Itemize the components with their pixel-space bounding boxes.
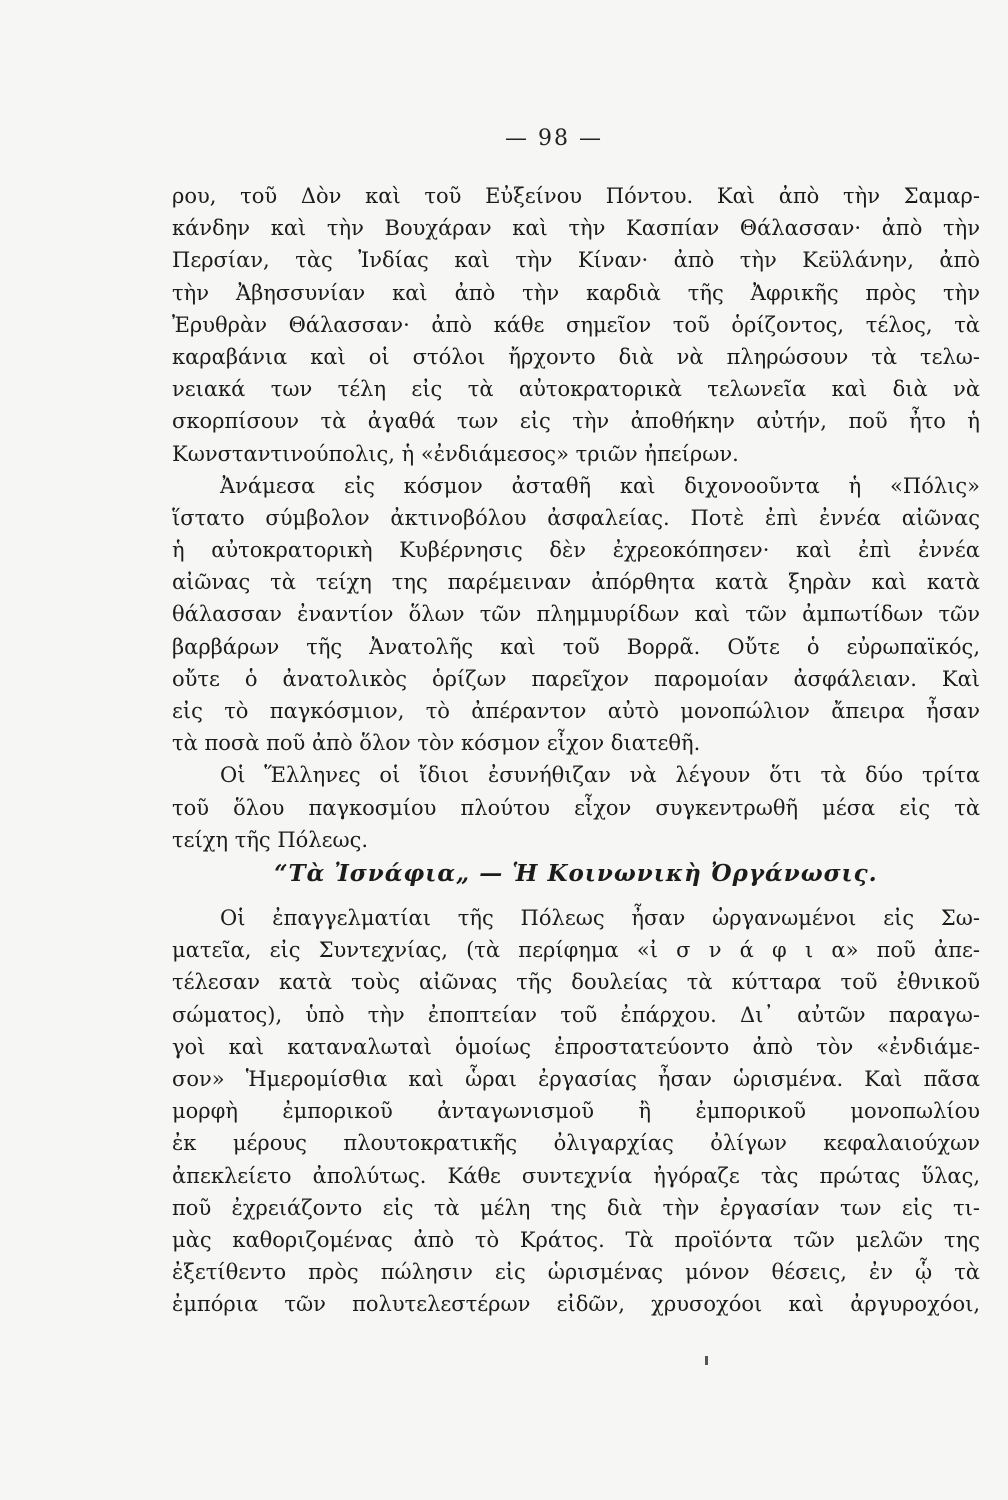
text-line: μορφὴ ἐμπορικοῦ ἀνταγωνισμοῦ ἢ ἐμπορικοῦ μονοπωλίου <box>172 1099 980 1124</box>
text-line: ἀπεκλείετο ἀπολύτως. Κάθε συντεχνία ἠγόραζε τὰς πρώτας ὕλας, <box>172 1163 980 1188</box>
text-line: Κωνσταντινούπολις, ἡ «ἐνδιάμεσος» τριῶν ἠπείρων. <box>172 441 739 466</box>
text-line: ματεῖα, εἰς Συντεχνίας, (τὰ περίφημα «ἰ σ ν ά φ ι α» ποῦ ἀπε- <box>172 938 980 963</box>
text-line: ἵστατο σύμβολον ἀκτινοβόλου ἀσφαλείας. Ποτὲ ἐπὶ ἐννέα αἰῶνας <box>172 505 980 530</box>
text-line: ἐξετίθεντο πρὸς πώλησιν εἰς ὡρισμένας μόνον θέσεις, ἐν ᾧ τὰ <box>172 1260 980 1285</box>
body-text-bottom <box>172 902 980 1320</box>
text-line: Οἱ ἐπαγγελματίαι τῆς Πόλεως ἦσαν ὠργανωμένοι εἰς Σω- <box>220 906 980 930</box>
text-line: ποῦ ἐχρειάζοντο εἰς τὰ μέλη της διὰ τὴν ἐργασίαν των εἰς τι- <box>172 1195 980 1220</box>
text-line: ἐκ μέρους πλουτοκρατικῆς ὀλιγαρχίας ὀλίγων κεφαλαιούχων <box>172 1131 980 1156</box>
text-line: τείχη τῆς Πόλεως. <box>172 827 369 852</box>
text-line: κάνδην καὶ τὴν Βουχάραν καὶ τὴν Κασπίαν Θάλασσαν· ἀπὸ τὴν <box>172 216 980 241</box>
text-line: θάλασσαν ἐναντίον ὅλων τῶν πλημμυρίδων καὶ τῶν ἀμπωτίδων τῶν <box>172 602 980 627</box>
text-line: οὔτε ὁ ἀνατολικὸς ὁρίζων παρεῖχον παρομοίαν ἀσφάλειαν. Καὶ <box>172 666 980 691</box>
text-line: τοῦ ὅλου παγκοσμίου πλούτου εἶχον συγκεντρωθῆ μέσα εἰς τὰ <box>172 795 980 820</box>
ink-mark <box>705 1356 708 1365</box>
text-line: Ἐρυθρὰν Θάλασσαν· ἀπὸ κάθε σημεῖον τοῦ ὁρίζοντος, τέλος, τὰ <box>172 312 980 337</box>
section-heading: “Τὰ Ἰσνάφια„ — Ἡ Κοινωνικὴ Ὀργάνωσις. <box>274 860 878 887</box>
text-line: τὴν Ἀβησσυνίαν καὶ ἀπὸ τὴν καρδιὰ τῆς Ἀφρικῆς πρὸς τὴν <box>172 280 980 305</box>
text-line: νειακά των τέλη εἰς τὰ αὐτοκρατορικὰ τελωνεῖα καὶ διὰ νὰ <box>172 377 980 402</box>
text-line: τέλεσαν κατὰ τοὺς αἰῶνας τῆς δουλείας τὰ κύτταρα τοῦ ἐθνικοῦ <box>172 970 980 995</box>
text-line: ἐμπόρια τῶν πολυτελεστέρων εἰδῶν, χρυσοχόοι καὶ ἀργυροχόοι, <box>172 1292 980 1317</box>
text-line: τὰ ποσὰ ποῦ ἀπὸ ὅλον τὸν κόσμον εἶχον διατεθῆ. <box>172 731 701 756</box>
text-line: σκορπίσουν τὰ ἀγαθά των εἰς τὴν ἀποθήκην αὐτήν, ποῦ ἦτο ἡ <box>172 409 980 434</box>
text-line: ρου, τοῦ Δὸν καὶ τοῦ Εὐξείνου Πόντου. Καὶ ἀπὸ τὴν Σαμαρ- <box>172 184 980 208</box>
text-line: σώματος), ὑπὸ τὴν ἐποπτείαν τοῦ ἐπάρχου. Δι᾽ αὐτῶν παραγω- <box>172 1002 980 1027</box>
text-line: Ἀνάμεσα εἰς κόσμον ἀσταθῆ καὶ διχονοοῦντα ἡ «Πόλις» <box>220 473 980 498</box>
text-line: εἰς τὸ παγκόσμιον, τὸ ἀπέραντον αὐτὸ μονοπώλιον ἄπειρα ἦσαν <box>172 699 980 723</box>
page-number: — 98 — <box>505 126 603 151</box>
text-line: καραβάνια καὶ οἱ στόλοι ἤρχοντο διὰ νὰ πληρώσουν τὰ τελω- <box>172 344 980 369</box>
text-line: σον» Ἡμερομίσθια καὶ ὧραι ἐργασίας ἦσαν ὡρισμένα. Καὶ πᾶσα <box>172 1066 980 1091</box>
text-line: γοὶ καὶ καταναλωταὶ ὁμοίως ἐπροστατεύοντο ἀπὸ τὸν «ἐνδιάμε- <box>172 1034 980 1059</box>
text-line: βαρβάρων τῆς Ἀνατολῆς καὶ τοῦ Βορρᾶ. Οὔτε ὁ εὐρωπαϊκός, <box>172 634 980 659</box>
text-line: Περσίαν, τὰς Ἰνδίας καὶ τὴν Κίναν· ἀπὸ τὴν Κεϋλάνην, ἀπὸ <box>172 248 980 273</box>
text-line: Οἱ Ἕλληνες οἱ ἴδιοι ἐσυνήθιζαν νὰ λέγουν ὅτι τὰ δύο τρίτα <box>220 763 980 788</box>
body-text-top <box>172 180 980 856</box>
text-line: μὰς καθοριζομένας ἀπὸ τὸ Κράτος. Τὰ προϊόντα τῶν μελῶν της <box>172 1227 980 1252</box>
text-line: ἡ αὐτοκρατορικὴ Κυβέρνησις δὲν ἐχρεοκόπησεν· καὶ ἐπὶ ἐννέα <box>172 538 980 563</box>
text-line: αἰῶνας τὰ τείχη της παρέμειναν ἀπόρθητα κατὰ ξηρὰν καὶ κατὰ <box>172 570 980 595</box>
